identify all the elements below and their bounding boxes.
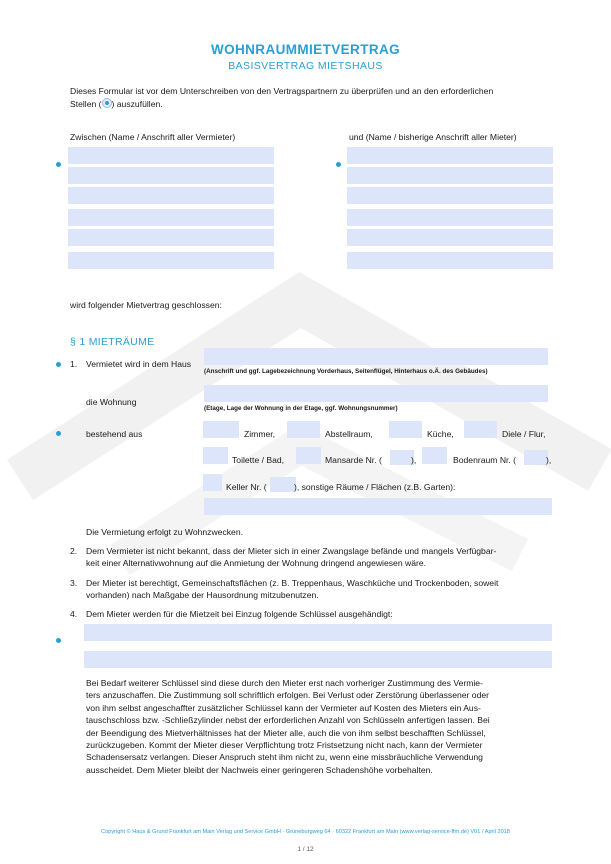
item-3-text: Der Mieter ist berechtigt, Gemeinschaftsflächen (z. B. Treppenhaus, Waschküche und Trockenboden, soweit vorhanden) nach Maßgabe der Hausordnung mitzubenutzen. [86, 578, 499, 600]
tenant-field-3[interactable] [347, 187, 553, 204]
landlord-field-4[interactable] [68, 209, 274, 226]
cellar-label-pre: Keller Nr. ( [226, 482, 267, 492]
required-marker-house [56, 362, 61, 367]
required-marker-keys [56, 638, 61, 643]
apartment-hint: (Etage, Lage der Wohnung in der Etage, ggf. Wohnungsnummer) [204, 405, 398, 412]
keys-paragraph: Bei Bedarf weiterer Schlüssel sind diese durch den Mieter erst nach vorheriger Zustimmung des Vermie- ters anzuschaffen. Die Zustimmung soll schriftlich erfolgen. Bei Verlust oder Zerstörung überlassener oder von ihm selbst angeschaffter zusätzlicher Schlüssel kann der Vermieter auf Kosten des Mieters ein Aus- tauschschloss bzw. -Schließzylinder nebst der erforderlichen Anzahl von Schlüsseln anfertigen lassen. Bei der Beendigung des Mietverhältnisses hat der Mieter alle, auch die von ihm selbst beschafften Schlüssel, zurückzugeben. Kommt der Mieter dieser Verpflichtung trotz Fristsetzung nicht nach, kann der Vermieter Schadensersatz verlangen. Dieser Anspruch steht ihm nicht zu, wenn eine missbräuchliche Verwendung ausscheidet. Dem Mieter bleibt der Nachweis einer geringeren Schadenshöhe vorbehalten. [86, 678, 490, 775]
tenant-field-5[interactable] [347, 229, 553, 246]
landlord-field-5[interactable] [68, 229, 274, 246]
rooms-label: Zimmer, [244, 429, 276, 439]
cellar-count-field[interactable] [203, 474, 222, 491]
house-address-hint: (Anschrift und ggf. Lagebezeichnung Vorderhaus, Seitenflügel, Hinterhaus o.Ä. des Gebäudes) [204, 368, 488, 375]
page-number: 1 / 12 [297, 846, 314, 853]
item-2-number: 2. [70, 546, 78, 556]
attic-count-field[interactable] [296, 447, 321, 464]
item-1-number: 1. [70, 359, 78, 369]
apartment-label: die Wohnung [86, 397, 137, 407]
footer-copyright: Copyright © Haus & Grund Frankfurt am Main Verlag und Service GmbH · Grüneburgweg 64 · 60322 Frankfurt am Main (www.verlag-service-ffm.de) V01 / April 2018 [101, 829, 510, 835]
document-subtitle: BASISVERTRAG MIETSHAUS [228, 60, 383, 72]
storage-label: Abstellraum, [325, 429, 373, 439]
cellar-number-field[interactable] [270, 477, 296, 492]
tenant-field-2[interactable] [347, 167, 553, 184]
landlord-field-2[interactable] [68, 167, 274, 184]
hall-count-field[interactable] [464, 421, 497, 438]
kitchen-count-field[interactable] [389, 421, 422, 438]
keys-field-2[interactable] [84, 651, 552, 668]
rooms-count-field[interactable] [203, 421, 239, 438]
tenant-field-6[interactable] [347, 252, 553, 269]
required-marker-landlord [56, 162, 61, 167]
house-address-field[interactable] [204, 348, 548, 365]
contract-concluded-text: wird folgender Mietvertrag geschlossen: [70, 300, 222, 310]
landlord-field-1[interactable] [68, 147, 274, 164]
loft-count-field[interactable] [422, 447, 447, 464]
hall-label: Diele / Flur, [502, 429, 546, 439]
required-field-marker-icon [102, 98, 112, 108]
tenant-label: und (Name / bisherige Anschrift aller Mieter) [349, 132, 517, 142]
loft-label-pre: Bodenraum Nr. ( [453, 455, 517, 465]
item-1-label: Vermietet wird in dem Haus [86, 359, 192, 369]
consisting-label: bestehend aus [86, 429, 143, 439]
landlord-field-3[interactable] [68, 187, 274, 204]
document-title: WOHNRAUMMIETVERTRAG [210, 42, 401, 57]
loft-number-field[interactable] [524, 450, 548, 465]
toilet-count-field[interactable] [203, 447, 228, 464]
required-marker-tenant [336, 162, 341, 167]
toilet-label: Toilette / Bad, [232, 455, 285, 465]
cellar-label-post: ), sonstige Räume / Flächen (z.B. Garten): [294, 482, 456, 492]
landlord-field-6[interactable] [68, 252, 274, 269]
tenant-field-4[interactable] [347, 209, 553, 226]
attic-label-pre: Mansarde Nr. ( [325, 455, 382, 465]
item-2-text: Dem Vermieter ist nicht bekannt, dass der Mieter sich in einer Zwangslage befände und mangels Verfügbar- keit einer Alternativwohnung auf die Anmietung der Wohnung dringend angewiesen wäre. [86, 546, 497, 568]
kitchen-label: Küche, [427, 429, 454, 439]
item-3-number: 3. [70, 578, 78, 588]
item-4-number: 4. [70, 609, 78, 619]
tenant-field-1[interactable] [347, 147, 553, 164]
item-4-text: Dem Mieter werden für die Mietzeit bei Einzug folgende Schlüssel ausgehändigt: [86, 609, 393, 619]
keys-field-1[interactable] [84, 624, 552, 641]
intro-text: Dieses Formular ist vor dem Unterschreiben von den Vertragspartnern zu überprüfen und an den erforderlichen Stellen ( ) auszufüllen. [70, 86, 494, 109]
apartment-field[interactable] [204, 385, 548, 402]
storage-count-field[interactable] [287, 421, 320, 438]
required-marker-rooms [56, 431, 61, 436]
attic-label-post: ), [411, 455, 417, 465]
loft-label-post: ), [546, 455, 552, 465]
section-1-heading: § 1 MIETRÄUME [70, 336, 155, 348]
landlord-label: Zwischen (Name / Anschrift aller Vermieter) [70, 132, 236, 142]
purpose-text: Die Vermietung erfolgt zu Wohnzwecken. [86, 527, 243, 537]
other-rooms-field[interactable] [204, 498, 552, 515]
